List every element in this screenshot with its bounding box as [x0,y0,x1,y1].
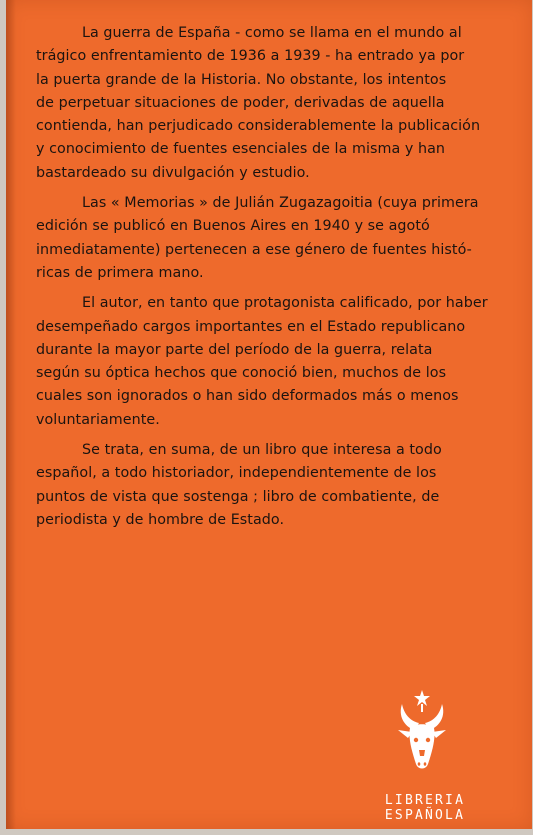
publisher-name: LIBRERIA ESPAÑOLA [384,793,466,823]
paragraph-1: La guerra de España - como se llama en el mundo al trágico enfrentamiento de 1936 a 1939 - ha entrado ya por la puerta grande de la Historia. No obstante, los intentos de perpetuar situaciones de poder, derivadas de aquella contienda, han perjudicado considerablemente la publicación y conocimiento de fuentes esenciales de la misma y han bastardeado su divulgación y estudio. [36,25,481,181]
spine-shadow [6,0,16,829]
bull-head-with-star-icon [392,690,452,782]
paragraph-2: Las « Memorias » de Julián Zugazagoitia (cuya primera edición se publicó en Buenos Aires en 1940 y se agotó inmediatamente) pertenecen a ese género de fuentes histó- ricas de primera mano. [36,195,479,281]
paragraph-3: El autor, en tanto que protagonista calificado, por haber desempeñado cargos importantes en el Estado republicano durante la mayor parte del período de la guerra, relata según su óptica hechos que conoció bien, muchos de los cuales son ignorados o han sido deformados más o menos voluntariamente. [36,295,488,428]
blurb-text [36,22,518,539]
paragraph-4: Se trata, en suma, de un libro que interesa a todo español, a todo historiador, independientemente de los puntos de vista que sostenga ; libro de combatiente, de periodista y de hombre de Estado. [36,442,442,528]
